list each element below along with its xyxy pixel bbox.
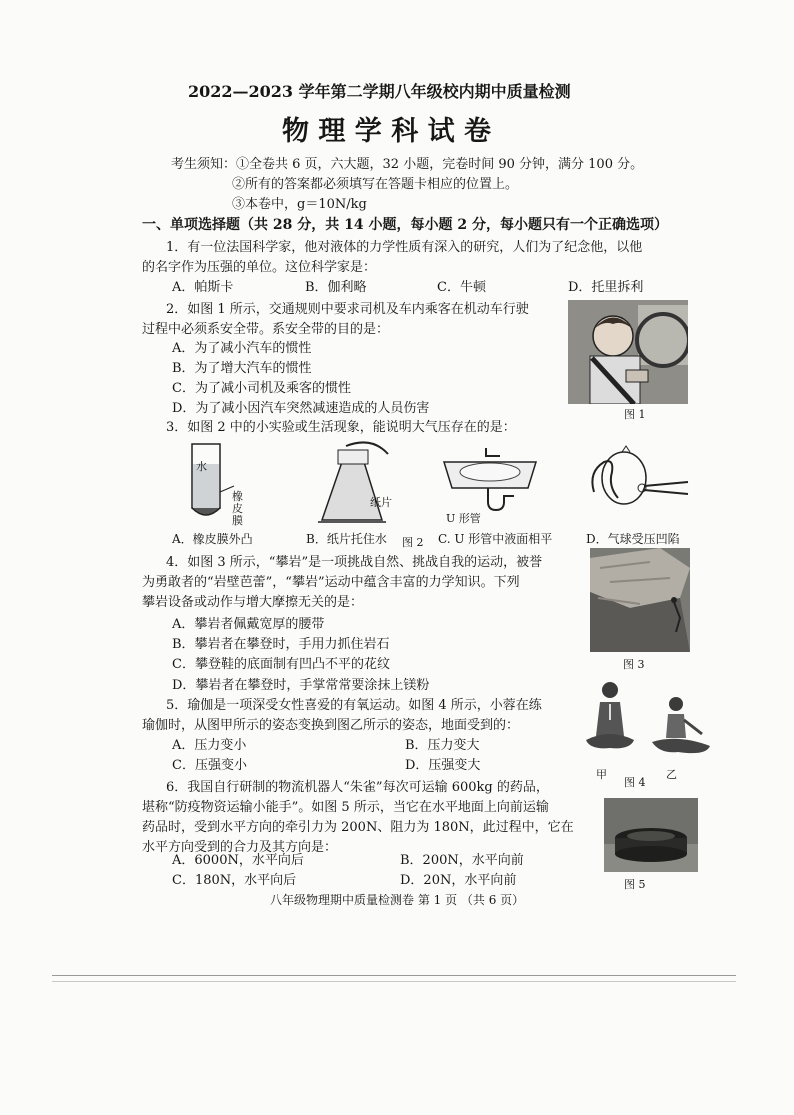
q1-option-c: C．牛顿 [437,280,486,295]
q2-option-a: A．为了减小汽车的惯性 [172,341,312,356]
q1-option-a: A．帕斯卡 [172,280,234,295]
q6-option-d: D．20N，水平向前 [400,873,517,888]
q1-option-b: B．伽利略 [305,280,367,295]
figure-2-caption: 图 2 [402,536,424,549]
q5-option-c: C．压强变小 [172,758,247,773]
q3-option-c: C. U 形管中液面相平 [438,532,553,546]
exam-subtitle: 物 理 学 科 试 卷 [282,116,491,147]
q5-stem-1: 5．瑜伽是一项深受女性喜爱的有氧运动。如图 4 所示，小蓉在练 [166,698,542,713]
q4-option-d: D．攀岩者在攀登时，手掌常常要涂抹上镁粉 [172,678,430,693]
q4-option-b: B．攀岩者在攀登时，手用力抓住岩石 [172,637,390,652]
q3-stem: 3．如图 2 中的小实验或生活现象，能说明大气压存在的是： [166,420,516,435]
q6-stem-3: 药品时，受到水平方向的牵引力为 200N、阻力为 180N，此过程中，它在 [142,820,574,835]
notice-line-3: ③本卷中，g＝10N/kg [232,197,367,212]
q6-option-a: A．6000N，水平向后 [172,853,304,868]
q3-option-d: D．气球受压凹陷 [586,532,680,546]
page-footer: 八年级物理期中质量检测卷 第 1 页 （共 6 页） [270,893,525,907]
figure-2a-rubber-label-1: 橡 [232,490,243,503]
q2-stem-1: 2．如图 1 所示，交通规则中要求司机及车内乘客在机动车行驶 [166,302,529,317]
q6-stem-2: 堪称“防疫物资运输小能手”。如图 5 所示，当它在水平地面上向前运输 [142,800,549,815]
q4-stem-3: 攀岩设备或动作与增大摩擦无关的是： [142,595,364,610]
q6-option-b: B．200N，水平向前 [400,853,524,868]
q5-option-a: A．压力变小 [172,738,247,753]
figure-4-label-jia: 甲 [596,768,607,781]
q6-stem-4: 水平方向受到的合力及其方向是： [142,840,338,855]
q4-option-a: A．攀岩者佩戴宽厚的腰带 [172,617,325,632]
figure-3-rock-climbing [590,548,690,652]
q4-stem-2: 为勇敢者的“岩壁芭蕾”，“攀岩”运动中蕴含丰富的力学知识。下列 [142,575,520,590]
figure-2a-water-label: 水 [196,460,207,473]
figure-3-caption: 图 3 [623,658,645,671]
figure-5-robot [604,798,698,872]
q6-option-c: C．180N，水平向后 [172,873,297,888]
figure-4-yoga [580,676,720,768]
q2-option-b: B．为了增大汽车的惯性 [172,361,312,376]
figure-2d-balloon [584,442,694,522]
figure-2c-sink [440,440,540,518]
q5-option-d: D．压强变大 [405,758,481,773]
figure-2a-rubber-label-3: 膜 [232,514,243,527]
figure-2a-tube [176,442,266,528]
exam-title: 2022—2023 学年第二学期八年级校内期中质量检测 [188,82,571,101]
notice-line-2: ②所有的答案都必须填写在答题卡相应的位置上。 [232,177,519,192]
q3-option-a: A．橡皮膜外凸 [172,532,253,546]
figure-2b-paper-label: 纸片 [370,496,392,509]
figure-2b-cup [312,440,402,528]
q6-stem-1: 6．我国自行研制的物流机器人“朱雀”每次可运输 600kg 的药品， [166,780,549,795]
q4-stem-1: 4．如图 3 所示，“攀岩”是一项挑战自然、挑战自我的运动，被誉 [166,555,543,570]
q1-stem-1: 1．有一位法国科学家，他对液体的力学性质有深入的研究，人们为了纪念他，以他 [166,240,643,255]
figure-4-caption: 图 4 [624,776,646,789]
scan-edge-line-lower [52,981,736,982]
figure-4-label-yi: 乙 [666,768,677,781]
figure-1-seatbelt [568,300,688,404]
q2-option-d: D．为了减小因汽车突然减速造成的人员伤害 [172,401,430,416]
figure-2c-utube-label: U 形管 [446,512,481,525]
section-heading: 一、单项选择题（共 28 分，共 14 小题，每小题 2 分，每小题只有一个正确选项） [142,217,668,233]
scan-edge-line [52,975,736,976]
q2-stem-2: 过程中必须系安全带。系安全带的目的是： [142,322,390,337]
q3-option-b: B．纸片托住水 [306,532,387,546]
figure-1-caption: 图 1 [624,408,646,421]
q1-option-d: D．托里拆利 [568,280,644,295]
figure-2a-rubber-label-2: 皮 [232,502,243,515]
q1-stem-2: 的名字作为压强的单位。这位科学家是： [142,260,377,275]
figure-5-caption: 图 5 [624,878,646,891]
q5-stem-2: 瑜伽时，从图甲所示的姿态变换到图乙所示的姿态，地面受到的： [142,718,520,733]
notice-line-1: 考生须知：①全卷共 6 页，六大题，32 小题，完卷时间 90 分钟，满分 100 分。 [171,157,644,172]
q4-option-c: C．攀登鞋的底面制有凹凸不平的花纹 [172,657,390,672]
q2-option-c: C．为了减小司机及乘客的惯性 [172,381,351,396]
q5-option-b: B．压力变大 [405,738,480,753]
